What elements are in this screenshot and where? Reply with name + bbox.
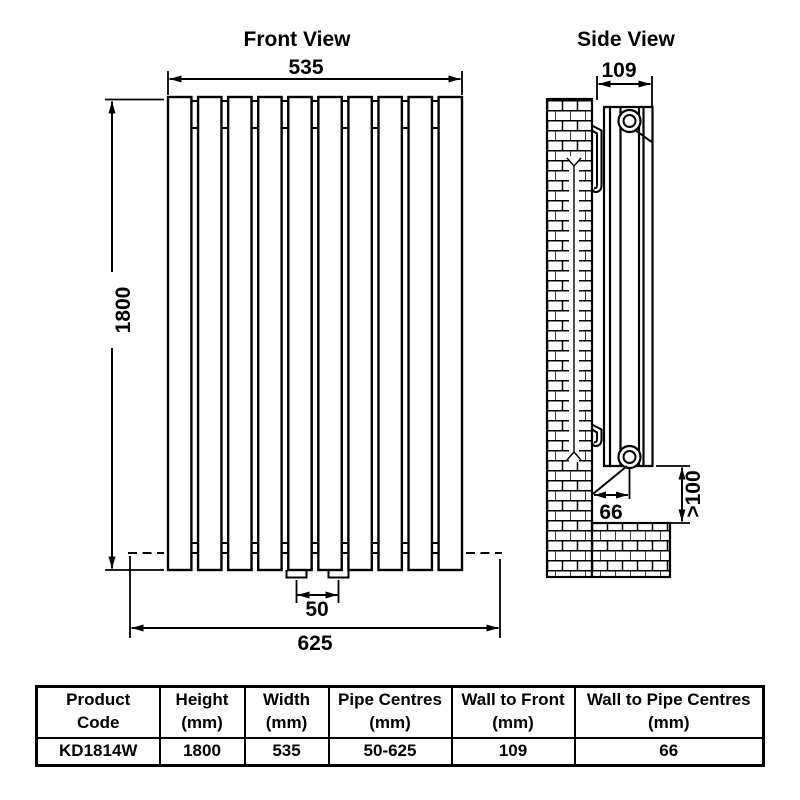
- spec-table-data-row: [37, 738, 764, 766]
- wall-bracket-bottom: [592, 425, 602, 447]
- header-line: Product: [66, 690, 131, 710]
- dim-depth-label: 109: [601, 59, 637, 82]
- side-view: [547, 28, 705, 577]
- header-height: [160, 687, 245, 738]
- radiator-panel: [318, 97, 341, 570]
- radiator-panel: [409, 97, 432, 570]
- radiator-panel: [258, 97, 281, 570]
- header-line: Height: [175, 690, 229, 710]
- side-view-title: Side View: [577, 28, 675, 51]
- dim-wall-to-pipe-66: [594, 468, 630, 524]
- header-line: (mm): [492, 713, 534, 733]
- header-line: (mm): [181, 713, 223, 733]
- cell-wall-to-pipe-centres: 66: [575, 738, 764, 766]
- top-pipe-inner: [624, 115, 636, 127]
- header-line: Wall to Pipe Centres: [586, 690, 751, 710]
- bottom-pipe-inner: [624, 451, 636, 463]
- bottom-pipe-leader: [593, 466, 627, 494]
- cell-height: 1800: [160, 738, 245, 766]
- cell-product-code: KD1814W: [37, 738, 160, 766]
- header-width: [245, 687, 329, 738]
- header-wall-to-pipe-centres: [575, 687, 764, 738]
- header-product-code: [37, 687, 160, 738]
- cell-wall-to-front: 109: [452, 738, 575, 766]
- header-line: (mm): [647, 713, 690, 733]
- header-wall-to-front: [452, 687, 575, 738]
- header-line: Width: [262, 690, 311, 710]
- dim-clearance-label: >100: [682, 470, 705, 518]
- radiator-panel: [439, 97, 462, 570]
- dim-66-label: 66: [599, 501, 623, 524]
- cell-pipe-centres: 50-625: [329, 738, 452, 766]
- header-line: Code: [77, 713, 120, 733]
- wall-bracket-top: [592, 126, 602, 193]
- header-line: (mm): [265, 713, 308, 733]
- header-line: Wall to Front: [461, 690, 565, 710]
- spec-table-header-row: [37, 687, 764, 738]
- cell-width: 535: [245, 738, 329, 766]
- dim-width-535: [168, 56, 462, 95]
- dim-625-label: 625: [297, 632, 333, 655]
- dim-50-label: 50: [305, 598, 329, 621]
- header-pipe-centres: [329, 687, 452, 738]
- floor-section: [592, 523, 670, 577]
- dim-width-label: 535: [288, 56, 324, 79]
- radiator-panel: [168, 97, 191, 570]
- dim-pipe-centres-50: [297, 580, 339, 621]
- spec-table: [35, 685, 765, 767]
- dim-height-label: 1800: [112, 286, 135, 334]
- header-line: (mm): [369, 713, 411, 733]
- radiator-panel: [198, 97, 221, 570]
- front-view-title: Front View: [243, 28, 351, 51]
- radiator-panel: [378, 97, 401, 570]
- dim-depth-109: [597, 59, 652, 106]
- radiator-panel: [288, 97, 311, 570]
- dim-floor-clearance: [656, 466, 705, 523]
- dim-height-1800: [105, 100, 164, 571]
- header-line: Pipe Centres: [338, 690, 442, 710]
- radiator-side-profile: [603, 107, 654, 466]
- radiator-front-body: [168, 97, 462, 570]
- radiator-panel: [228, 97, 251, 570]
- front-view: [105, 28, 502, 655]
- radiator-panel: [348, 97, 371, 570]
